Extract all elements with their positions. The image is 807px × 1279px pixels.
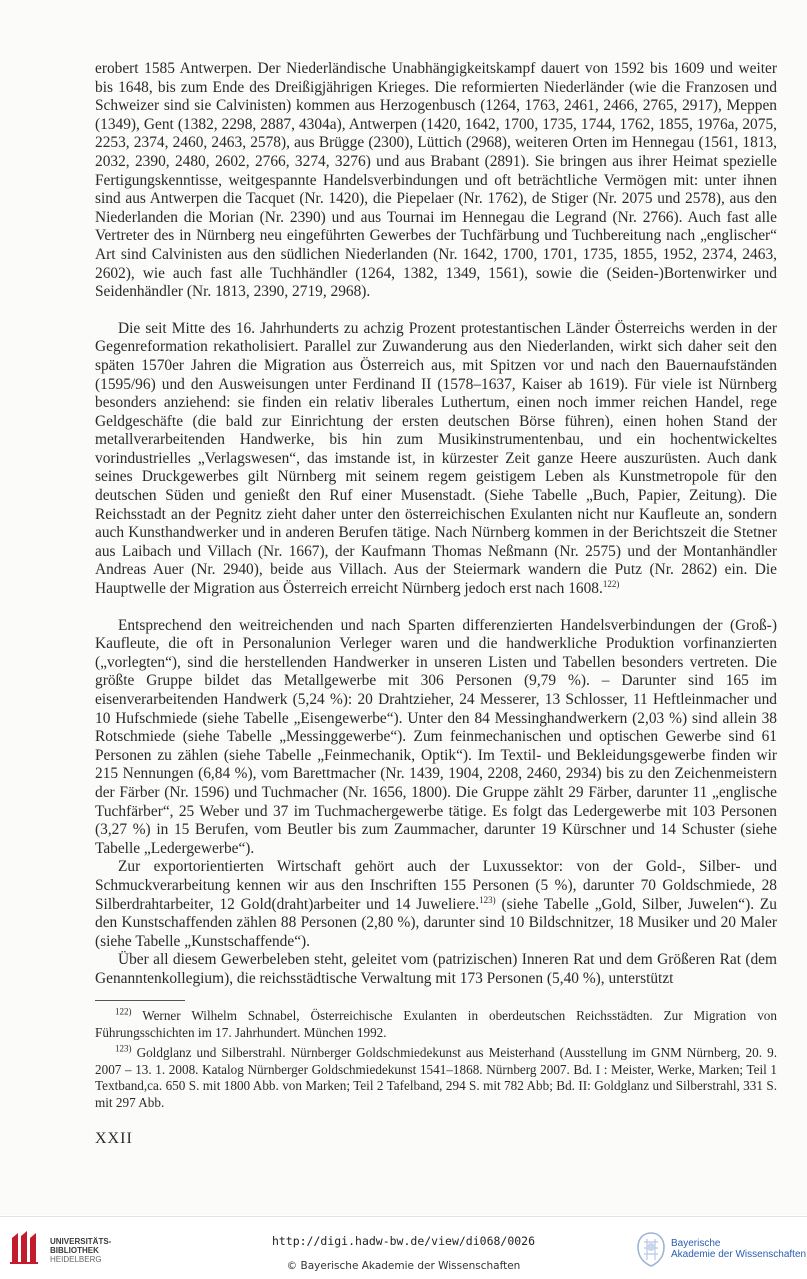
footnote-ref-123[interactable]: 123) [479,894,496,905]
footnote-mark: 122) [115,1006,132,1017]
paragraph-4 [95,858,777,951]
viewer-footer [0,1216,807,1279]
paragraph-2-text: Die seit Mitte des 16. Jahrhunderts zu achzig Prozent protestantischen Länder Österreichs werden in der Gegenreformation rekatholisiert. Parallel zur Zuwanderung aus den Niederlanden, wirkt sich daher seit den späten 1570er Jahren die Migration aus Österreich aus, mit Spitzen vor und nach den Bauernaufständen (1595/96) und den Ausweisungen unter Ferdinand II (1578–1637, Kaiser ab 1619). Für viele ist Nürnberg besonders anziehend: sie finden ein relativ liberales Luthertum, einen noch immer reichen Handel, rege Geldgeschäfte (die bald zur Einrichtung der ersten deutschen Börse führen), einen hohen Stand der metallverarbeitenden Handwerke, bis hin zum Musikinstrumentenbau, und ein hochentwickeltes vorindustrielles „Verlagswesen“, das imstande ist, in kürzester Zeit ganze Heere auszurüsten. Auch dank seines Druckgewerbes gilt Nürnberg mit seinem regem geistigem Leben als Kunstmetropole für den deutschen Süden und genießt den Ruf einer Musenstadt. (Siehe Tabelle „Buch, Papier, Zeitung). Die Reichsstadt an der Pegnitz zieht daher unter den österreichischen Exulanten nicht nur Kaufleute an, sondern auch Kunsthandwerker und in anderen Berufen tätige. Nach Nürnberg kommen in der Berichtszeit die Stetner aus Laibach und Villach (Nr. 1667), der Kaufmann Thomas Neßmann (Nr. 2575) und der Montanhändler Andreas Auer (Nr. 2940), beide aus Villach. Aus der Steiermark wandern die Putz (Nr. 2862) ein. Die Hauptwelle der Migration aus Österreich erreicht Nürnberg jedoch erst nach 1608. [95,319,777,598]
footnotes [95,1008,777,1116]
library-name-line: UNIVERSITÄTS- [50,1237,112,1246]
paragraph-5: Über all diesem Gewerbeleben steht, geleitet vom (patrizischen) Inneren Rat und dem Größeren Rat (dem Genanntenkollegium), die reichsstädtische Verwaltung mit 173 Personen (5,40 %), unterstützt [95,951,777,987]
footnote-text: Werner Wilhelm Schnabel, Österreichische Exulanten in oberdeutschen Reichsstädten. Zur Migration von Führungsschichten im 17. Jahrhundert. München 1992. [95,1008,777,1040]
library-name[interactable] [50,1237,111,1264]
academy-crest-icon[interactable] [634,1230,668,1268]
copyright-notice: © Bayerische Akademie der Wissenschaften [286,1260,521,1272]
paragraph-2 [95,320,777,599]
library-logo-icon[interactable] [8,1229,44,1265]
academy-name-line: Akademie der Wissenschaften [671,1249,807,1260]
academy-name[interactable] [671,1238,806,1260]
library-name-line: BIBLIOTHEK [50,1246,99,1255]
page-number: XXII [95,1130,133,1147]
paragraph-3: Entsprechend den weitreichenden und nach Sparten differenzierten Handelsverbindungen der (Groß-) Kaufleute, die oft in Personalunion Verleger waren und die handwerkliche Produktion vorfinanzierten („vorlegten“), sind die herstellenden Handwerker in unseren Listen und Tabellen besonders vertreten. Die größte Gruppe bildet das Metallgewerbe mit 306 Personen (9,79 %). – Darunter sind 165 im eisenverarbeitenden Handwerk (5,24 %): 20 Drahtzieher, 24 Messerer, 13 Schlosser, 11 Heftleinmacher und 10 Hufschmiede (siehe Tabelle „Eisengewerbe“). Unter den 84 Messinghandwerkern (2,03 %) sind allein 38 Rotschmiede (siehe Tabelle „Messinggewerbe“). Zum feinmechanischen und optischen Gewerbe sind 61 Personen zu zählen (siehe Tabelle „Feinmechanik, Optik“). Im Textil- und Bekleidungsgewerbe finden wir 215 Nennungen (6,84 %), vom Barettmacher (Nr. 1439, 1904, 2208, 2460, 2934) bis zu den Zeichenmeistern der Färber (Nr. 1596) und Tuchmacher (Nr. 1656, 1800). Die Gruppe zählt 29 Färber, darunter 11 „englische Tuchfärber“, 25 Weber und 37 im Tuchmachergewerbe tätige. Es folgt das Ledergewerbe mit 103 Personen (3,27 %) in 15 Berufen, vom Beutler bis zum Zaummacher, darunter 19 Kürschner und 14 Schuster (siehe Tabelle „Ledergewerbe“). [95,616,777,857]
footnote-text: Goldglanz und Silberstrahl. Nürnberger Goldschmiedekunst aus Meisterhand (Ausstellung im GNM Nürnberg, 20. 9. 2007 – 13. 1. 2008. Katalog Nürnberger Goldschmiedekunst 1541–1868. Nürnberg 2007. Bd. I : Meister, Werke, Marken; Teil 1 Textband,ca. 650 S. mit 1800 Abb. von Marken; Teil 2 Tafelband, 294 S. mit 782 Abb; Bd. II: Goldglanz und Silberstrahl, 331 S. mit 297 Abb. [95,1045,777,1110]
paragraph-1: erobert 1585 Antwerpen. Der Niederländische Unabhängigkeitskampf dauert von 1592 bis 1609 und weiter bis 1648, bis zum Ende des Dreißigjährigen Krieges. Die reformierten Niederländer (wie die Franzosen und Schweizer sind sie Calvinisten) kommen aus Herzogenbusch (1264, 1763, 2461, 2466, 2765, 2917), Meppen (1349), Gent (1382, 2298, 2887, 4304a), Antwerpen (1420, 1642, 1700, 1735, 1744, 1762, 1855, 1976a, 2075, 2253, 2374, 2460, 2463, 2578), aus Brügge (2300), Lüttich (2968), weiteren Orten im Hennegau (1561, 1813, 2032, 2390, 2480, 2602, 2766, 3274, 3276) und aus Brabant (2891). Sie bringen aus ihrer Heimat spezielle Fertigungskenntisse, weitgespannte Handelsverbindungen und oft beträchtliche Vermögen mit: unter ihnen sind aus Antwerpen die Tacquet (Nr. 1420), die Piepelaer (Nr. 1762), de Stiger (Nr. 2075 und 2578), aus den Niederlanden die Morian (Nr. 2390) und aus Tournai im Hennegau die Legrand (Nr. 2766). Auch fast alle Vertreter des in Nürnberg neu eingeführten Gewerbes der Tuchfärbung und Tuchbereitung nach „englischer“ Art sind Calvinisten aus den südlichen Niederlanden (Nr. 1642, 1700, 1701, 1735, 1855, 1952, 2374, 2463, 2602), wie auch fast alle Tuchhändler (1264, 1382, 1349, 1561), sowie die (Seiden-)Bortenwirker und Seidenhändler (Nr. 1813, 2390, 2719, 2968). [95,60,777,301]
paragraph-4-text: Zur exportorientierten Wirtschaft gehört auch der Luxussektor: von der Gold-, Silber- und Schmuckverarbeitung kennen wir aus den Inschriften 155 Personen (5 %), darunter 70 Goldschmiede, 28 Silberdrahtarbeiter, 12 Gold(draht)arbeiter und 14 Juweliere. [95,858,777,913]
footnote-123 [95,1045,777,1111]
footnote-mark: 123) [115,1043,132,1054]
permalink-url[interactable]: http://digi.hadw-bw.de/view/di068/0026 [271,1234,536,1248]
footnote-122 [95,1008,777,1041]
footnote-ref-122[interactable]: 122) [602,578,620,589]
library-name-line: HEIDELBERG [50,1255,102,1264]
body-text [95,60,777,989]
paragraph-4-text-cont: (siehe Tabelle „Gold, Silber, Juwelen“). Zu den Kunstschaffenden zählen 88 Personen (2,80 %), darunter sind 10 Bildschnitzer, 18 Musiker und 20 Maler (siehe Tabelle „Kunstschaffende“). [95,895,777,950]
academy-name-line: Bayerische [671,1238,721,1249]
footnote-separator [95,1000,185,1001]
